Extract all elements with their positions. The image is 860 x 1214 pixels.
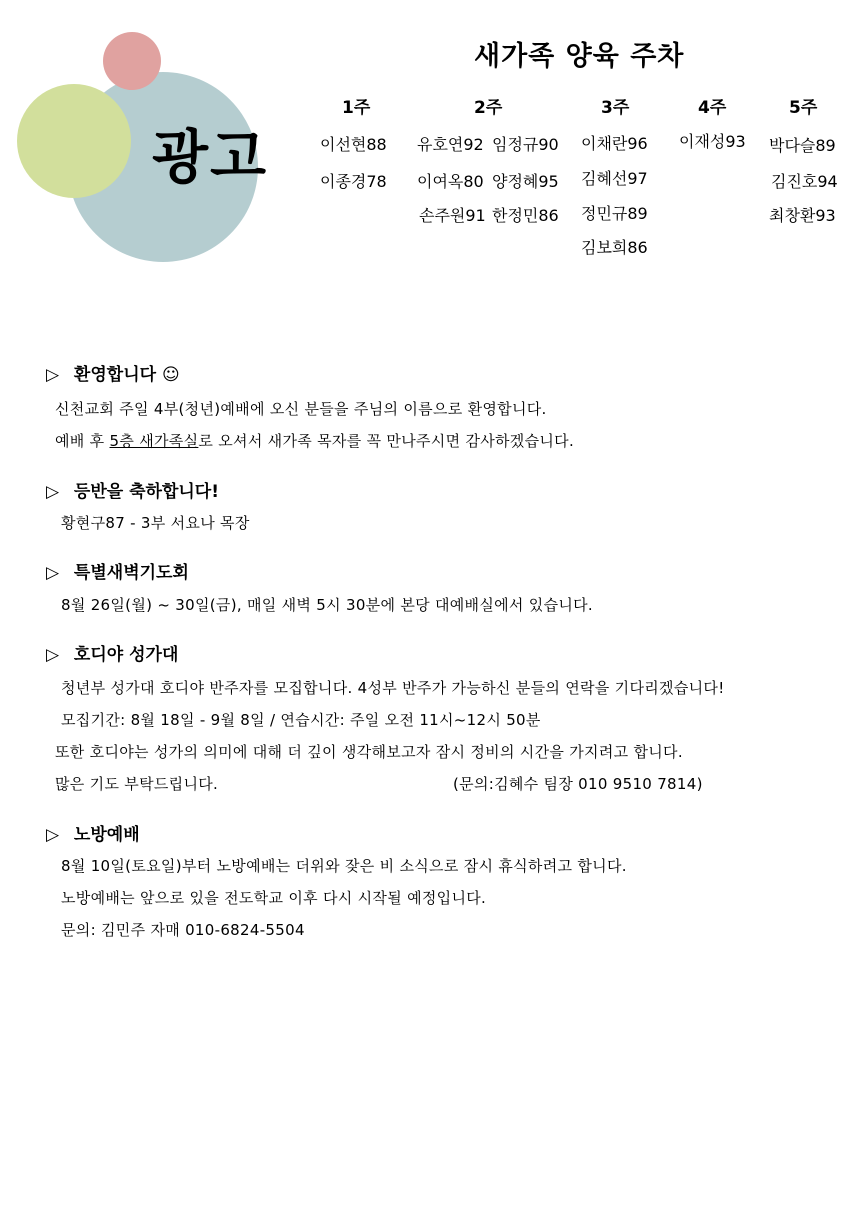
week-1-name: 이종경78 <box>320 172 387 191</box>
duty-title: 새가족 양육 주차 <box>474 41 685 72</box>
choir-line-2: 모집기간: 8월 18일 - 9월 8일 / 연습시간: 주일 오전 11시~12시 50분 <box>61 711 541 729</box>
section-heading-dawn-prayer <box>46 558 189 583</box>
week-1-name: 이선현88 <box>320 135 387 154</box>
week-5-header: 5주 <box>789 98 818 118</box>
week-2-name: 양정혜95 <box>492 172 559 191</box>
choir-line-4: 많은 기도 부탁드립니다. <box>55 775 219 793</box>
section-title: 노방예배 <box>73 825 140 845</box>
week-3-header: 3주 <box>601 98 630 118</box>
week-5-name: 최창환93 <box>769 206 836 225</box>
triangle-bullet-icon: ▷ <box>46 825 60 845</box>
street-worship-line-2: 노방예배는 앞으로 있을 전도학교 이후 다시 시작될 예정입니다. <box>61 889 487 907</box>
triangle-bullet-icon: ▷ <box>46 645 60 665</box>
choir-contact: (문의:김혜수 팀장 010 9510 7814) <box>453 775 703 793</box>
week-2-name: 임정규90 <box>492 135 559 154</box>
week-3-name: 이채란96 <box>581 134 648 153</box>
decor-circle-green <box>17 84 131 198</box>
week-5-name: 박다슬89 <box>769 136 836 155</box>
week-2-name: 이여옥80 <box>417 172 484 191</box>
street-worship-line-1: 8월 10일(토요일)부터 노방예배는 더위와 잦은 비 소식으로 잠시 휴식하려고 합니다. <box>61 857 627 875</box>
week-3-name: 정민규89 <box>581 204 648 223</box>
week-3-name: 김보희86 <box>581 238 648 257</box>
section-heading-choir <box>46 640 178 665</box>
section-title: 등반을 축하합니다! <box>73 482 219 502</box>
street-worship-line-3: 문의: 김민주 자매 010-6824-5504 <box>61 921 305 939</box>
week-1-header: 1주 <box>342 98 371 118</box>
week-2-header: 2주 <box>474 98 503 118</box>
section-heading-welcome <box>46 360 180 385</box>
week-4-name: 이재성93 <box>679 132 746 151</box>
choir-line-1: 청년부 성가대 호디야 반주자를 모집합니다. 4성부 반주가 가능하신 분들의 연락을 기다리겠습니다! <box>61 679 725 697</box>
week-2-name: 한정민86 <box>492 206 559 225</box>
decor-circle-pink <box>103 32 161 90</box>
section-title: 환영합니다 ☺ <box>73 365 180 385</box>
week-5-name: 김진호94 <box>771 172 838 191</box>
welcome-line-1: 신천교회 주일 4부(청년)예배에 오신 분들을 주님의 이름으로 환영합니다. <box>55 400 547 418</box>
room-underlined: 5층 새가족실 <box>109 432 199 450</box>
section-heading-promotion <box>46 477 219 502</box>
week-3-name: 김혜선97 <box>581 169 648 188</box>
week-2-name: 유호연92 <box>417 135 484 154</box>
dawn-prayer-line-1: 8월 26일(월) ~ 30일(금), 매일 새벽 5시 30분에 본당 대예배실에서 있습니다. <box>61 596 594 614</box>
triangle-bullet-icon: ▷ <box>46 365 60 385</box>
section-title: 특별새벽기도회 <box>73 563 189 583</box>
triangle-bullet-icon: ▷ <box>46 482 60 502</box>
week-2-name: 손주원91 <box>419 206 486 225</box>
triangle-bullet-icon: ▷ <box>46 563 60 583</box>
page-title: 광고 <box>152 123 269 191</box>
welcome-line-2: 예배 후 5층 새가족실로 오셔서 새가족 목자를 꼭 만나주시면 감사하겠습니다. <box>55 432 575 450</box>
section-heading-street-worship <box>46 820 140 845</box>
section-title: 호디야 성가대 <box>73 645 179 665</box>
week-4-header: 4주 <box>698 98 727 118</box>
choir-line-3: 또한 호디야는 성가의 의미에 대해 더 깊이 생각해보고자 잠시 정비의 시간을 가지려고 합니다. <box>55 743 683 761</box>
promotion-line-1: 황현구87 - 3부 서요나 목장 <box>61 514 250 532</box>
